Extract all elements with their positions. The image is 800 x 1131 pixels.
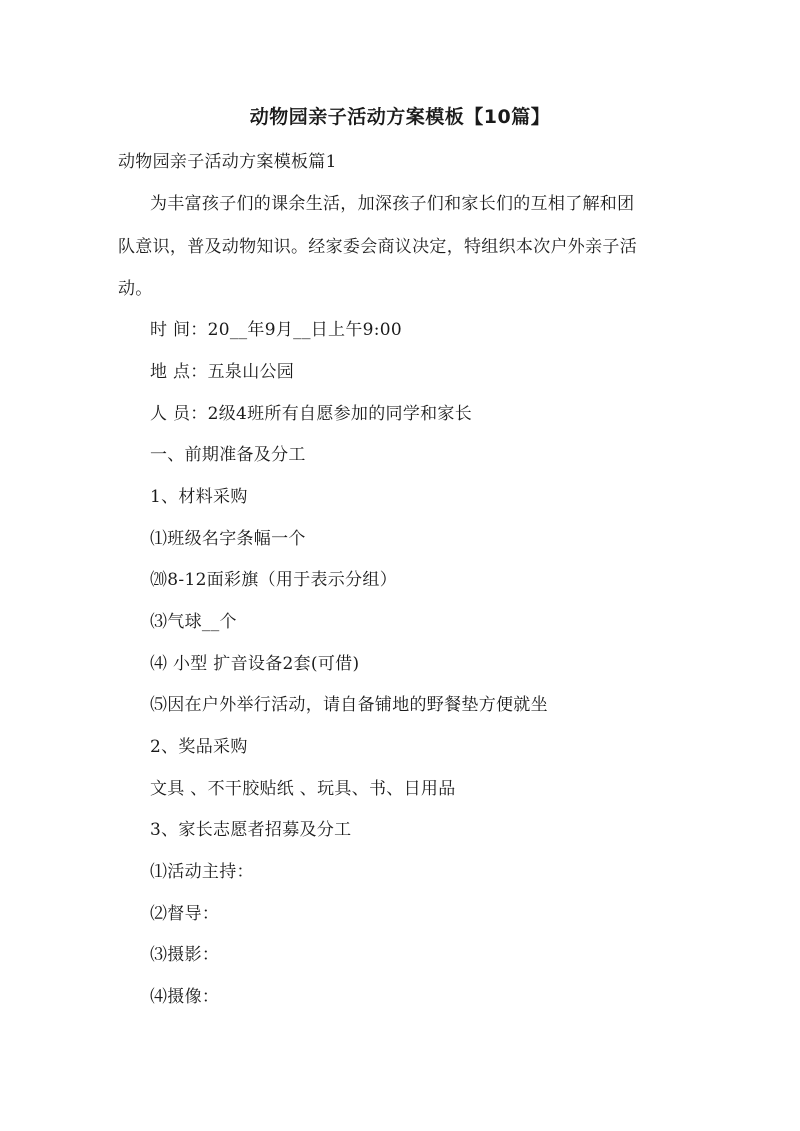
list-item: ⒇8-12面彩旗（用于表示分组） (150, 570, 397, 590)
list-item: ⑶摄影： (150, 945, 220, 965)
intro-paragraph-line-2: 队意识，普及动物知识。经家委会商议决定，特组织本次户外亲子活 (118, 237, 637, 257)
subsection-heading: 2、奖品采购 (150, 737, 248, 757)
list-item: ⑷ 小型 扩音设备2套(可借) (150, 654, 360, 674)
intro-paragraph-line-3: 动。 (118, 279, 153, 299)
list-item: ⑷摄像： (150, 987, 220, 1007)
list-item: ⑴班级名字条幅一个 (150, 529, 306, 549)
list-item: ⑴活动主持： (150, 862, 254, 882)
section-subtitle: 动物园亲子活动方案模板篇1 (118, 152, 337, 172)
intro-paragraph-line-1: 为丰富孩子们的课余生活，加深孩子们和家长们的互相了解和团 (150, 194, 635, 214)
list-item: ⑶气球__个 (150, 612, 237, 632)
section-heading: 一、前期准备及分工 (150, 445, 306, 465)
list-item: ⑸因在户外举行活动，请自备铺地的野餐垫方便就坐 (150, 695, 548, 715)
document-title: 动物园亲子活动方案模板【10篇】 (249, 106, 551, 128)
list-item: 文具 、不干胶贴纸 、玩具、书、日用品 (150, 779, 456, 799)
subsection-heading: 1、材料采购 (150, 487, 248, 507)
info-people: 人 员：2级4班所有自愿参加的同学和家长 (150, 404, 473, 424)
info-time: 时 间：20__年9月__日上午9:00 (150, 320, 403, 340)
info-place: 地 点：五泉山公园 (150, 362, 295, 382)
list-item: ⑵督导： (150, 904, 220, 924)
subsection-heading: 3、家长志愿者招募及分工 (150, 820, 352, 840)
